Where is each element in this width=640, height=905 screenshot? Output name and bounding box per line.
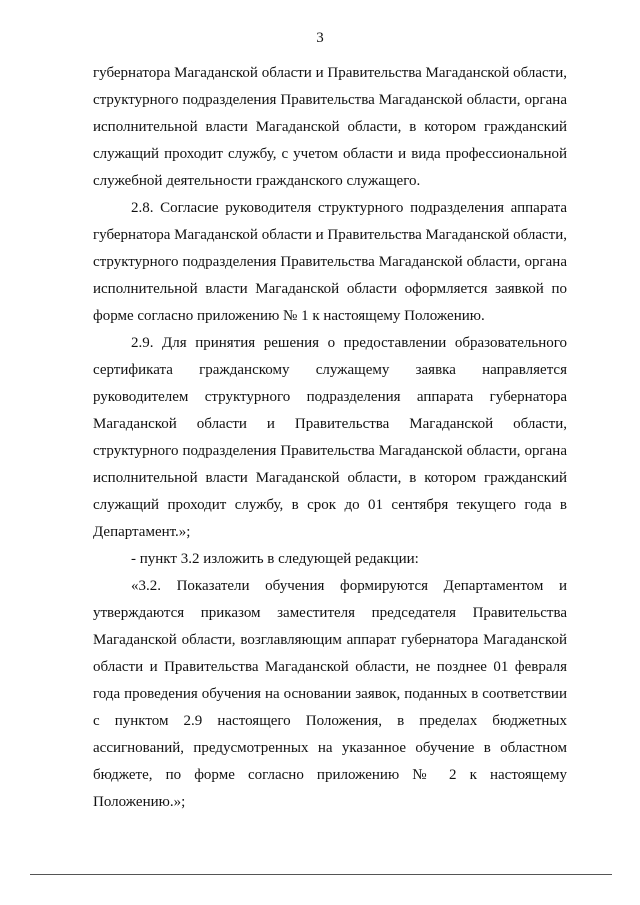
page-number: 3 <box>316 30 324 46</box>
document-body <box>93 60 567 816</box>
paragraph-amendment-intro: - пункт 3.2 изложить в следующей редакции: <box>131 551 419 567</box>
paragraph-clause-2-8: 2.8. Согласие руководителя структурного подразделения аппарата губернатора Магаданской области и Правительства Магаданской области, структурного подразделения Правительства Магаданской области, органа исполнительной власти Магаданской области оформляется заявкой по форме согласно приложению № 1 к настоящему Положению. <box>93 200 567 324</box>
paragraph-clause-3-2: «3.2. Показатели обучения формируются Департаментом и утверждаются приказом заместителя председателя Правительства Магаданской области, возглавляющим аппарат губернатора Магаданской области и Правительства Магаданской области, не позднее 01 февраля года проведения обучения на основании заявок, поданных в соответствии с пунктом 2.9 настоящего Положения, в пределах бюджетных ассигнований, предусмотренных на указанное обучение в областном бюджете, по форме согласно приложению № 2 к настоящему Положению.»; <box>93 578 567 810</box>
bottom-divider <box>30 874 612 875</box>
paragraph-continuation: губернатора Магаданской области и Правительства Магаданской области, структурного подразделения Правительства Магаданской области, органа исполнительной власти Магаданской области, в котором гражданский служащий проходит службу, с учетом области и вида профессиональной служебной деятельности гражданского служащего. <box>93 65 567 189</box>
paragraph-clause-2-9: 2.9. Для принятия решения о предоставлении образовательного сертификата гражданскому служащему заявка направляется руководителем структурного подразделения аппарата губернатора Магаданской области и Правительства Магаданской области, структурного подразделения Правительства Магаданской области, органа исполнительной власти Магаданской области, в котором гражданский служащий проходит службу, в срок до 01 сентября текущего года в Департамент.»; <box>93 335 567 540</box>
